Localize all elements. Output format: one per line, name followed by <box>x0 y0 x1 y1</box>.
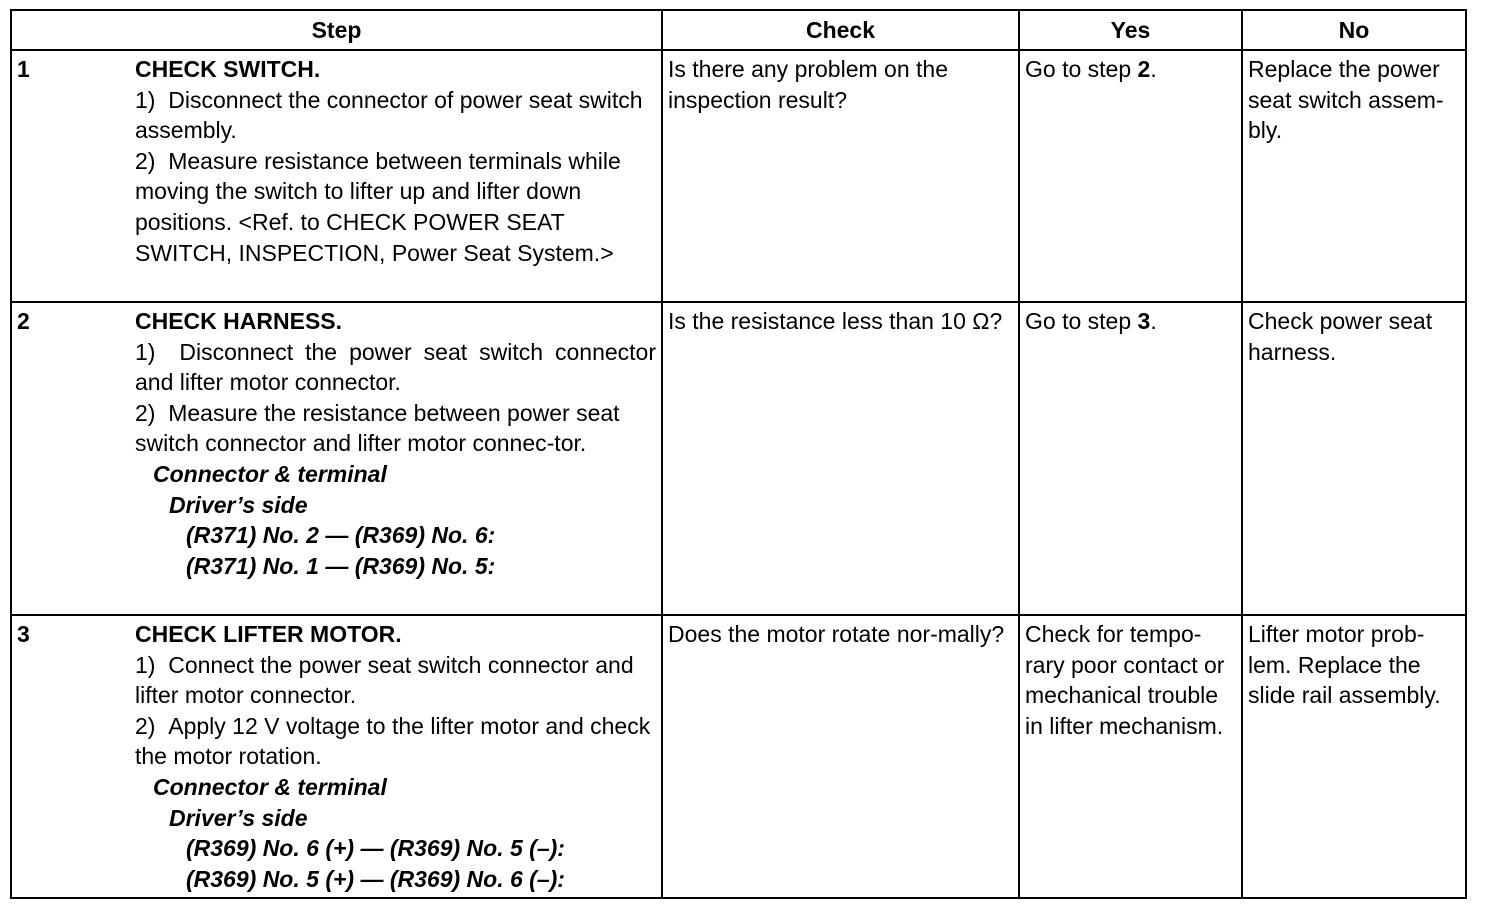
step-cell <box>11 615 662 898</box>
step-instruction: 1) Disconnect the connector of power seat switch assembly. <box>135 86 643 144</box>
side-label: Driver’s side <box>169 491 308 518</box>
connector-label: Connector & terminal <box>153 773 387 800</box>
yes-prefix: Go to step <box>1025 56 1138 82</box>
terminal-spec: (R371) No. 1 — (R369) No. 5: <box>186 552 496 579</box>
yes-suffix: . <box>1150 308 1157 334</box>
yes-prefix: Go to step <box>1025 308 1138 334</box>
step-title: CHECK HARNESS. <box>135 308 343 334</box>
yes-step-ref: 3 <box>1137 308 1151 334</box>
step-instruction: 1) Disconnect the power seat switch connector and lifter motor connector. <box>135 338 656 396</box>
table-row <box>11 50 1466 302</box>
check-cell: Is the resistance less than 10 Ω? <box>662 302 1019 615</box>
step-instruction: 2) Measure the resistance between power seat switch connector and lifter motor connec-tor. <box>135 399 620 457</box>
diagnostic-table <box>10 9 1467 899</box>
yes-suffix: . <box>1150 56 1157 82</box>
step-cell <box>11 302 662 615</box>
yes-cell <box>1019 50 1242 302</box>
step-title: CHECK LIFTER MOTOR. <box>135 621 402 647</box>
step-cell <box>11 50 662 302</box>
header-step: Step <box>11 10 662 50</box>
step-number: 2 <box>17 308 30 334</box>
header-no: No <box>1242 10 1466 50</box>
check-cell: Is there any problem on the inspection result? <box>662 50 1019 302</box>
step-number: 1 <box>17 56 30 82</box>
yes-cell <box>1019 302 1242 615</box>
header-check: Check <box>662 10 1019 50</box>
step-number: 3 <box>17 621 30 647</box>
step-instruction: 2) Apply 12 V voltage to the lifter motor and check the motor rotation. <box>135 712 651 770</box>
no-cell: Replace the power seat switch assem-bly. <box>1242 50 1466 302</box>
terminal-spec: (R369) No. 5 (+) — (R369) No. 6 (–): <box>186 865 565 892</box>
header-row <box>11 10 1466 50</box>
step-instruction: 2) Measure resistance between terminals while moving the switch to lifter up and lifter down positions. <Ref. to CHECK POWER SEAT SWITCH, INSPECTION, Power Seat System.> <box>135 147 621 266</box>
terminal-spec: (R369) No. 6 (+) — (R369) No. 5 (–): <box>186 835 565 862</box>
header-yes: Yes <box>1019 10 1242 50</box>
side-label: Driver’s side <box>169 804 308 831</box>
table-row <box>11 615 1466 898</box>
table-row <box>11 302 1466 615</box>
connector-label: Connector & terminal <box>153 460 387 487</box>
yes-cell: Check for tempo-rary poor contact or mechanical trouble in lifter mechanism. <box>1019 615 1242 898</box>
no-cell: Lifter motor prob-lem. Replace the slide rail assembly. <box>1242 615 1466 898</box>
step-title: CHECK SWITCH. <box>135 56 321 82</box>
step-instruction: 1) Connect the power seat switch connector and lifter motor connector. <box>135 651 634 709</box>
terminal-spec: (R371) No. 2 — (R369) No. 6: <box>186 522 496 549</box>
yes-step-ref: 2 <box>1137 56 1151 82</box>
check-cell: Does the motor rotate nor-mally? <box>662 615 1019 898</box>
no-cell: Check power seat harness. <box>1242 302 1466 615</box>
